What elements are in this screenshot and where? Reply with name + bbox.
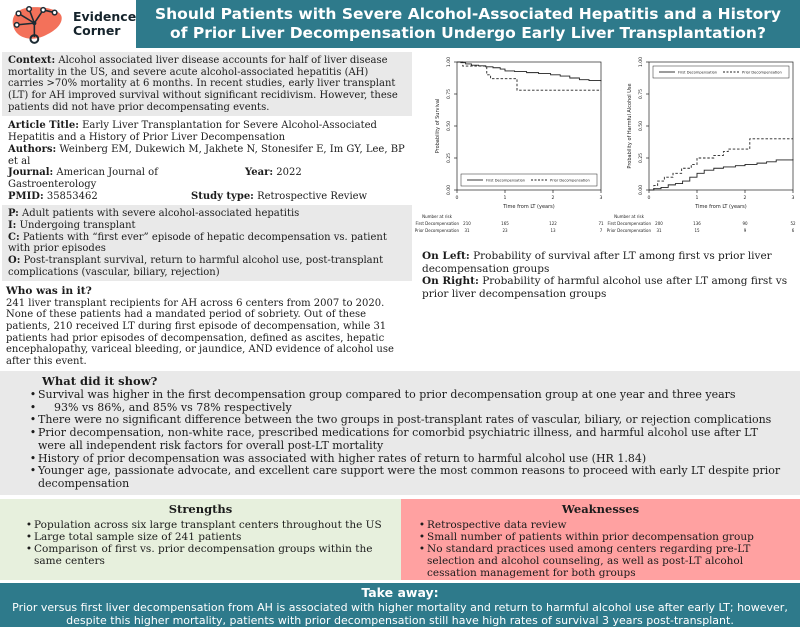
authors-label: Authors: [8,143,57,155]
takeaway-heading: Take away: [361,584,439,600]
bullet-text: History of prior decompensation was associated with higher rates of return to harmful alcohol use (HR 1.84) [38,451,647,465]
pico-box [2,205,412,281]
svg-text:13: 13 [550,228,556,233]
svg-text:122: 122 [549,221,557,226]
pico-key: P: [8,208,19,220]
bullet-text: Retrospective data review [427,518,567,531]
svg-text:1: 1 [695,196,699,201]
survival-chart-figure [415,52,607,248]
liver-network-icon [6,2,68,46]
authors: Weinberg EM, Dukewich M, Jakhete N, Stonesifer E, Im GY, Lee, BP et al [8,143,405,167]
svg-text:0: 0 [455,196,459,201]
bullet-dot-icon [28,389,38,402]
svg-text:0.00: 0.00 [639,184,644,196]
svg-text:31: 31 [656,228,662,233]
pico-key: I: [8,219,17,231]
logo-text: Evidence Corner [73,9,137,38]
pico-key: O: [8,255,21,266]
who-section [2,284,412,367]
bullet-dot-icon [417,543,427,580]
bullet-dot-icon [28,465,38,491]
article-info [2,119,412,202]
context-box [2,52,412,116]
svg-text:15: 15 [694,228,700,233]
right-column [414,48,800,368]
article-title: Early Liver Transplantation for Severe Alcohol-Associated Hepatitis and a History of Prior Liver Decompensation [8,120,377,144]
svg-text:9: 9 [743,228,747,233]
strengths-list [6,519,395,568]
findings-heading: What did it show? [42,373,158,388]
article-title-label: Article Title: [8,120,79,132]
svg-text:165: 165 [501,221,509,226]
pico-text: Undergoing transplant [19,219,136,231]
finding-bullet [10,389,790,402]
svg-text:7: 7 [599,228,603,233]
svg-text:Time from LT (years): Time from LT (years) [695,204,747,210]
finding-bullet [10,465,790,491]
svg-text:210: 210 [463,221,471,226]
svg-text:0.50: 0.50 [447,120,452,132]
caption-left-label: On Left: [422,250,470,262]
svg-text:First Decompensation: First Decompensation [486,178,526,183]
charts-row [414,52,800,248]
svg-text:52: 52 [790,221,796,226]
weaknesses-box [401,499,800,580]
svg-text:3: 3 [791,196,795,201]
svg-text:1: 1 [503,196,507,201]
svg-text:2: 2 [551,196,555,201]
alcohol-use-chart-figure [607,52,799,248]
svg-text:Number at risk: Number at risk [614,214,644,219]
strengths-heading: Strengths [168,501,233,516]
bullet-dot-icon [24,543,34,567]
pico-item [8,255,406,278]
svg-text:2: 2 [743,196,747,201]
svg-text:0.50: 0.50 [639,120,644,132]
weaknesses-heading: Weaknesses [561,501,640,516]
bullet-dot-icon [28,427,38,453]
svg-text:Prior Decompensation: Prior Decompensation [550,178,590,183]
svg-text:Prior Decompensation: Prior Decompensation [742,70,782,75]
strength-item [6,519,395,531]
svg-text:200: 200 [655,221,663,226]
strength-item [6,543,395,567]
findings-list [10,389,790,491]
svg-text:90: 90 [742,221,748,226]
who-text: 241 liver transplant recipients for AH across 6 centers from 2007 to 2020. None of these patients had a mandated period of sobriety. Out of these patients, 210 received LT during first episode of decompensation, while 31 patients had prior episodes of decompensation, defined as ascites, hepatic encephalopathy, variceal bleeding, or jaundice, AND evidence of alcohol use after this event. [6,297,394,368]
bullet-text: Population across six large transplant centers throughout the US [34,518,382,531]
svg-text:0: 0 [647,196,651,201]
svg-text:71: 71 [598,221,604,226]
bullet-text: Large total sample size of 241 patients [34,530,242,543]
caption-left [422,250,792,275]
pico-item [8,220,406,232]
svg-text:First Decompensation: First Decompensation [607,221,651,226]
pico-key: C: [8,231,20,243]
pmid: 35853462 [46,190,98,202]
pico-item [8,232,406,255]
context-label: Context: [8,55,56,66]
bullet-text: Survival was higher in the first decompensation group compared to prior decompensation group at one year and three years [38,387,736,401]
svg-text:0.75: 0.75 [639,88,644,100]
caption-right-text: Probability of harmful alcohol use after LT among first vs prior liver decompensation groups [422,275,788,300]
caption-left-text: Probability of survival after LT among first vs prior liver decompensation groups [422,250,772,275]
svg-text:23: 23 [502,228,508,233]
svg-text:1.00: 1.00 [639,56,644,68]
svg-text:Number at risk: Number at risk [422,214,452,219]
svg-text:Prior Decompensation: Prior Decompensation [415,228,459,233]
pico-item [8,208,406,220]
main-content [0,48,800,368]
journal-label: Journal: [8,167,54,179]
caption-right-label: On Right: [422,275,479,288]
bullet-text: Small number of patients within prior decompensation group [427,530,754,543]
evidence-corner-logo [0,0,136,48]
takeaway-banner [0,583,800,627]
caption-right [422,275,792,300]
svg-text:0.00: 0.00 [447,184,452,196]
figure-captions [414,248,800,300]
bullet-dot-icon [417,519,427,531]
journal: American Journal of Gastroenterology [8,167,158,190]
bullet-text: Younger age, passionate advocate, and excellent care support were the most common reasons to proceed with early LT despite prior decompensation [38,464,781,491]
svg-text:31: 31 [464,228,470,233]
page-title: Should Patients with Severe Alcohol-Associated Hepatitis and a History of Prior Liver Decompensation Undergo Early Liver Transplantation? [154,4,782,42]
svg-text:0.25: 0.25 [447,152,452,164]
svg-text:First Decompensation: First Decompensation [415,221,459,226]
study-type-label: Study type: [191,190,254,202]
year: 2022 [276,167,302,179]
svg-text:1.00: 1.00 [447,56,452,68]
year-label: Year: [245,167,274,179]
svg-text:6: 6 [791,228,795,233]
bullet-text: There were no significant difference between the two groups in post-transplant rates of vascular, biliary, or rejection complications [38,413,772,427]
strengths-weaknesses-row [0,499,800,580]
pico-text: Post-transplant survival, return to harmful alcohol use, post-transplant complications (vascular, biliary, rejection) [8,255,384,278]
pico-text: Patients with “first ever” episode of hepatic decompensation vs. patient with prior episodes [8,231,387,255]
svg-text:Probability of Survival: Probability of Survival [435,98,441,154]
takeaway-text: Prior versus first liver decompensation from AH is associated with higher mortality and return to harmful alcohol use after early LT; however, despite this higher mortality, patients with prior decompensation still have high rates of survival 3 years post-transplant. [12,600,788,627]
who-heading: Who was in it? [6,285,92,298]
svg-text:136: 136 [693,221,701,226]
bullet-dot-icon [24,519,34,531]
header [0,0,800,48]
weaknesses-list [407,519,794,580]
bullet-text: 93% vs 86%, and 85% vs 78% respectively [54,400,292,414]
finding-bullet [10,427,790,453]
svg-text:Time from LT (years): Time from LT (years) [503,204,555,210]
svg-text:0.75: 0.75 [447,88,452,100]
weakness-item [407,543,794,580]
study-type: Retrospective Review [257,190,368,202]
weakness-item [407,519,794,531]
svg-text:Prior Decompensation: Prior Decompensation [607,228,651,233]
title-bar [136,0,800,48]
svg-text:First Decompensation: First Decompensation [678,70,718,75]
bullet-text: No standard practices used among centers regarding pre-LT selection and alcohol counseling, as well as post-LT alcohol cessation management for both groups [427,543,751,580]
pico-text: Adult patients with severe alcohol-associated hepatitis [22,208,300,220]
left-column [0,48,414,368]
strengths-box [0,499,401,580]
svg-text:3: 3 [599,196,603,201]
svg-text:0.25: 0.25 [639,152,644,164]
svg-text:Probability of Harmful Alcohol: Probability of Harmful Alcohol Use [627,83,633,169]
context-text: Alcohol associated liver disease accounts for half of liver disease mortality in the US, and severe acute alcohol-associated hepatitis (AH) carries >70% mortality at 6 months. In recent studies, early liver transplant (LT) for AH improved survival without significant recidivism. However, these patients did not have prior decompensating events. [8,55,398,113]
survival-km-chart [415,52,607,248]
bullet-text: Prior decompensation, non-white race, prescribed medications for comorbid psychiatric illness, and harmful alcohol use after LT were all independent risk factors for overall post-LT mortality [38,426,758,452]
harmful-alcohol-use-chart [607,52,799,248]
pmid-label: PMID: [8,190,44,202]
findings-box [0,371,800,495]
bullet-text: Comparison of first vs. prior decompensation groups within the same centers [34,543,373,568]
